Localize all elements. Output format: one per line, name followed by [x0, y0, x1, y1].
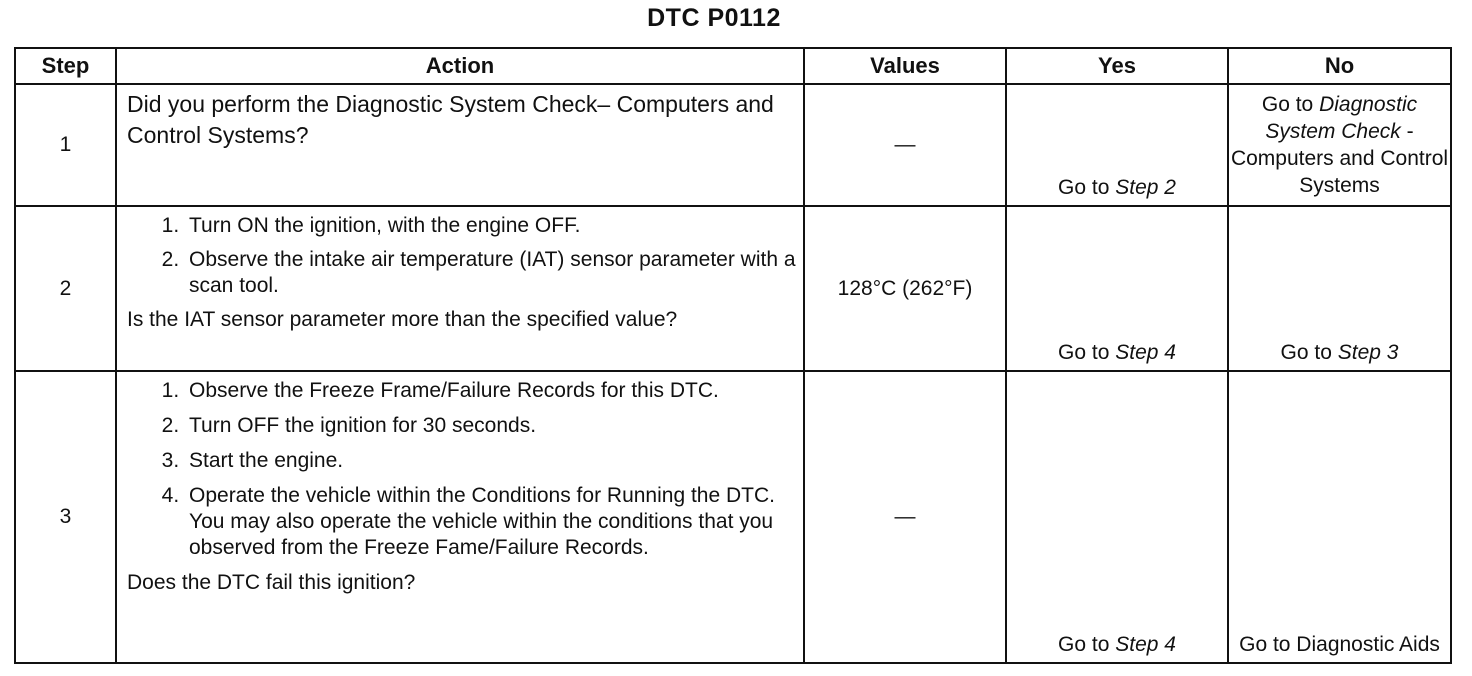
- action-cell: [116, 371, 804, 663]
- action-step-item: 1. Turn ON the ignition, with the engine OFF.: [185, 213, 797, 239]
- header-step: Step: [15, 48, 116, 84]
- action-cell: [116, 206, 804, 371]
- action-step-item: 2. Turn OFF the ignition for 30 seconds.: [185, 413, 797, 439]
- action-steps-list: [127, 378, 797, 561]
- page-title: DTC P0112: [647, 4, 781, 32]
- action-step-item: 1. Observe the Freeze Frame/Failure Records for this DTC.: [185, 378, 797, 404]
- action-question: Did you perform the Diagnostic System Check– Computers and Control Systems?: [127, 91, 774, 148]
- action-question: Does the DTC fail this ignition?: [127, 570, 416, 594]
- table-row: [15, 84, 1451, 206]
- diagnostic-table: [14, 47, 1452, 664]
- action-question: Is the IAT sensor parameter more than the specified value?: [127, 308, 678, 332]
- yes-cell: [1006, 371, 1228, 663]
- no-suffix: - Computers and Control Systems: [1230, 120, 1449, 197]
- value-cell: —: [804, 84, 1006, 206]
- no-cell: [1228, 84, 1451, 206]
- header-values: Values: [804, 48, 1006, 84]
- action-step-item: 2. Observe the intake air temperature (IAT) sensor parameter with a scan tool.: [185, 247, 797, 299]
- value-cell: 128°C (262°F): [804, 206, 1006, 371]
- no-cell: [1228, 371, 1451, 663]
- header-no: No: [1228, 48, 1451, 84]
- step-number: 1: [15, 84, 116, 206]
- no-cell: [1228, 206, 1451, 371]
- step-number: 2: [15, 206, 116, 371]
- yes-step-link[interactable]: Step 4: [1115, 633, 1176, 656]
- no-step-link[interactable]: Step 3: [1337, 340, 1399, 364]
- action-cell: [116, 84, 804, 206]
- no-step-link[interactable]: Diagnostic System Check: [1265, 93, 1418, 143]
- diagnostic-aids-link[interactable]: Go to Diagnostic Aids: [1239, 633, 1440, 656]
- table-row: [15, 206, 1451, 371]
- yes-prefix: Go to: [1058, 633, 1116, 656]
- table-row: [15, 371, 1451, 663]
- table-header-row: [15, 48, 1451, 84]
- yes-prefix: Go to: [1058, 176, 1116, 200]
- yes-prefix: Go to: [1058, 340, 1116, 364]
- value-cell: —: [804, 371, 1006, 663]
- header-action: Action: [116, 48, 804, 84]
- action-step-item: 3. Start the engine.: [185, 448, 797, 474]
- header-yes: Yes: [1006, 48, 1228, 84]
- no-prefix: Go to: [1261, 93, 1320, 116]
- yes-step-link[interactable]: Step 4: [1115, 340, 1176, 364]
- no-prefix: Go to: [1280, 340, 1338, 364]
- yes-step-link[interactable]: Step 2: [1115, 176, 1176, 200]
- action-steps-list: [127, 213, 797, 299]
- yes-cell: [1006, 84, 1228, 206]
- action-step-item: 4. Operate the vehicle within the Conditions for Running the DTC. You may also operate the vehicle within the conditions that you observed from the Freeze Fame/Failure Records.: [185, 483, 797, 561]
- yes-cell: [1006, 206, 1228, 371]
- step-number: 3: [15, 371, 116, 663]
